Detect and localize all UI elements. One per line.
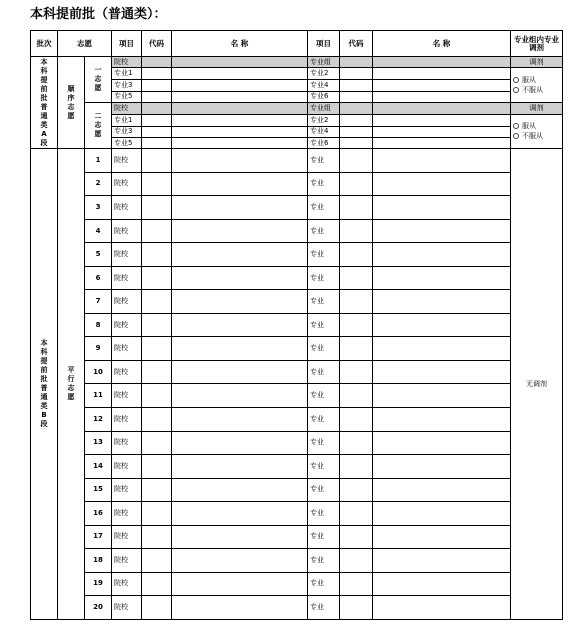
adjust-title: 调剂 bbox=[511, 102, 563, 114]
b-name-input-2[interactable] bbox=[373, 431, 511, 455]
adjust-title: 调剂 bbox=[511, 57, 563, 68]
application-form-table bbox=[30, 30, 563, 620]
b-code-input-2[interactable] bbox=[340, 290, 373, 314]
a-name-input[interactable] bbox=[172, 91, 308, 102]
b-name-input[interactable] bbox=[172, 290, 308, 314]
b-name-input[interactable] bbox=[172, 360, 308, 384]
b-code-input[interactable] bbox=[142, 266, 172, 290]
not-comply-option[interactable] bbox=[513, 85, 562, 95]
a-right-label: 专业2 bbox=[308, 114, 340, 126]
a-name-input-2[interactable] bbox=[373, 80, 511, 91]
b-right-label: 专业 bbox=[308, 596, 340, 620]
b-code-input-2[interactable] bbox=[340, 243, 373, 267]
b-row bbox=[31, 455, 563, 479]
a-right-label: 专业6 bbox=[308, 138, 340, 149]
b-code-input[interactable] bbox=[142, 407, 172, 431]
a-left-label: 专业5 bbox=[112, 91, 142, 102]
row-number: 17 bbox=[85, 525, 112, 549]
b-name-input-2[interactable] bbox=[373, 313, 511, 337]
b-left-label: 院校 bbox=[112, 384, 142, 408]
b-row bbox=[31, 149, 563, 173]
a-right-label: 专业6 bbox=[308, 91, 340, 102]
b-name-input-2[interactable] bbox=[373, 172, 511, 196]
b-left-label: 院校 bbox=[112, 290, 142, 314]
b-right-label: 专业 bbox=[308, 360, 340, 384]
a-code-input-2[interactable] bbox=[340, 91, 373, 102]
a-code-input[interactable] bbox=[142, 91, 172, 102]
header-item: 项目 bbox=[112, 31, 142, 57]
b-code-input-2[interactable] bbox=[340, 572, 373, 596]
b-left-label: 院校 bbox=[112, 478, 142, 502]
b-row bbox=[31, 407, 563, 431]
a-code-input[interactable] bbox=[142, 126, 172, 137]
option-label: 不服从 bbox=[522, 86, 543, 95]
b-left-label: 院校 bbox=[112, 313, 142, 337]
option-label: 服从 bbox=[522, 122, 536, 131]
b-name-input-2[interactable] bbox=[373, 384, 511, 408]
row-number: 9 bbox=[85, 337, 112, 361]
row-number: 5 bbox=[85, 243, 112, 267]
b-right-label: 专业 bbox=[308, 219, 340, 243]
b-name-input[interactable] bbox=[172, 478, 308, 502]
page-title: 本科提前批（普通类）： bbox=[30, 7, 167, 22]
b-left-label: 院校 bbox=[112, 407, 142, 431]
a-left-label: 院校 bbox=[112, 102, 142, 114]
b-code-input[interactable] bbox=[142, 549, 172, 573]
b-name-input-2[interactable] bbox=[373, 360, 511, 384]
b-code-input[interactable] bbox=[142, 596, 172, 620]
b-code-input-2[interactable] bbox=[340, 549, 373, 573]
b-name-input[interactable] bbox=[172, 172, 308, 196]
b-code-input[interactable] bbox=[142, 313, 172, 337]
a-code-input-2[interactable] bbox=[340, 80, 373, 91]
a-name-input[interactable] bbox=[172, 68, 308, 80]
header-name: 名 称 bbox=[172, 31, 308, 57]
b-right-label: 专业 bbox=[308, 478, 340, 502]
radio-icon[interactable] bbox=[513, 123, 519, 129]
b-name-input[interactable] bbox=[172, 502, 308, 526]
b-left-label: 院校 bbox=[112, 525, 142, 549]
b-code-input[interactable] bbox=[142, 149, 172, 173]
a-code-input[interactable] bbox=[142, 68, 172, 80]
b-row bbox=[31, 172, 563, 196]
b-name-input-2[interactable] bbox=[373, 337, 511, 361]
a-name-input[interactable] bbox=[172, 138, 308, 149]
b-name-input[interactable] bbox=[172, 337, 308, 361]
b-code-input-2[interactable] bbox=[340, 407, 373, 431]
row-number: 7 bbox=[85, 290, 112, 314]
row-number: 11 bbox=[85, 384, 112, 408]
b-right-label: 专业 bbox=[308, 196, 340, 220]
row-number: 3 bbox=[85, 196, 112, 220]
b-code-input[interactable] bbox=[142, 196, 172, 220]
b-row bbox=[31, 431, 563, 455]
b-right-label: 专业 bbox=[308, 313, 340, 337]
a-name-input[interactable] bbox=[172, 80, 308, 91]
b-name-input-2[interactable] bbox=[373, 549, 511, 573]
a-name-input[interactable] bbox=[172, 114, 308, 126]
b-code-input-2[interactable] bbox=[340, 196, 373, 220]
wish-group-label bbox=[85, 57, 112, 102]
b-left-label: 院校 bbox=[112, 196, 142, 220]
b-left-label: 院校 bbox=[112, 360, 142, 384]
a-right-label: 专业2 bbox=[308, 68, 340, 80]
adjust-options bbox=[511, 68, 563, 102]
header-adjust: 专业组内专业调剂 bbox=[511, 31, 563, 57]
a-row bbox=[31, 102, 563, 114]
b-right-label: 专业 bbox=[308, 384, 340, 408]
b-name-input[interactable] bbox=[172, 149, 308, 173]
row-number: 19 bbox=[85, 572, 112, 596]
b-right-label: 专业 bbox=[308, 431, 340, 455]
a-name-input[interactable] bbox=[172, 57, 308, 68]
b-code-input[interactable] bbox=[142, 172, 172, 196]
b-right-label: 专业 bbox=[308, 549, 340, 573]
header-wish: 志愿 bbox=[58, 31, 112, 57]
b-code-input-2[interactable] bbox=[340, 431, 373, 455]
header-code: 代码 bbox=[142, 31, 172, 57]
b-left-label: 院校 bbox=[112, 572, 142, 596]
b-left-label: 院校 bbox=[112, 149, 142, 173]
a-code-input-2[interactable] bbox=[340, 126, 373, 137]
b-code-input[interactable] bbox=[142, 290, 172, 314]
b-left-label: 院校 bbox=[112, 431, 142, 455]
b-code-input[interactable] bbox=[142, 455, 172, 479]
b-code-input[interactable] bbox=[142, 431, 172, 455]
b-right-label: 专业 bbox=[308, 172, 340, 196]
section-b-label bbox=[31, 149, 58, 620]
b-right-label: 专业 bbox=[308, 149, 340, 173]
row-number: 6 bbox=[85, 266, 112, 290]
b-row bbox=[31, 549, 563, 573]
row-number: 1 bbox=[85, 149, 112, 173]
a-left-label: 专业1 bbox=[112, 114, 142, 126]
b-right-label: 专业 bbox=[308, 455, 340, 479]
b-row bbox=[31, 502, 563, 526]
a-right-label: 专业4 bbox=[308, 126, 340, 137]
b-row bbox=[31, 525, 563, 549]
row-number: 10 bbox=[85, 360, 112, 384]
b-right-label: 专业 bbox=[308, 337, 340, 361]
parallel-wish-label-text: 平行志愿 bbox=[67, 366, 75, 402]
a-left-label: 院校 bbox=[112, 57, 142, 68]
b-name-input-2[interactable] bbox=[373, 243, 511, 267]
row-number: 13 bbox=[85, 431, 112, 455]
b-name-input[interactable] bbox=[172, 407, 308, 431]
row-number: 18 bbox=[85, 549, 112, 573]
a-right-label: 专业4 bbox=[308, 80, 340, 91]
b-name-input[interactable] bbox=[172, 596, 308, 620]
a-code-input[interactable] bbox=[142, 138, 172, 149]
b-name-input[interactable] bbox=[172, 431, 308, 455]
b-code-input[interactable] bbox=[142, 219, 172, 243]
header-code-2: 代码 bbox=[340, 31, 373, 57]
b-name-input[interactable] bbox=[172, 219, 308, 243]
b-row bbox=[31, 572, 563, 596]
a-name-input[interactable] bbox=[172, 126, 308, 137]
b-right-label: 专业 bbox=[308, 407, 340, 431]
b-code-input[interactable] bbox=[142, 384, 172, 408]
b-code-input-2[interactable] bbox=[340, 525, 373, 549]
section-a-label bbox=[31, 57, 58, 149]
radio-icon[interactable] bbox=[513, 133, 519, 139]
b-code-input-2[interactable] bbox=[340, 266, 373, 290]
b-code-input[interactable] bbox=[142, 478, 172, 502]
b-code-input-2[interactable] bbox=[340, 596, 373, 620]
section-a-label-text: 本科提前批普通类A段 bbox=[40, 57, 48, 147]
b-left-label: 院校 bbox=[112, 455, 142, 479]
b-code-input[interactable] bbox=[142, 337, 172, 361]
b-left-label: 院校 bbox=[112, 549, 142, 573]
a-code-input[interactable] bbox=[142, 114, 172, 126]
header-item-2: 项目 bbox=[308, 31, 340, 57]
a-left-label: 专业3 bbox=[112, 80, 142, 91]
a-code-input[interactable] bbox=[142, 57, 172, 68]
wish-group-label-text: 一志愿 bbox=[94, 65, 102, 92]
b-name-input-2[interactable] bbox=[373, 149, 511, 173]
comply-option[interactable] bbox=[513, 121, 562, 131]
b-row bbox=[31, 219, 563, 243]
a-name-input-2[interactable] bbox=[373, 102, 511, 114]
a-code-input-2[interactable] bbox=[340, 138, 373, 149]
b-code-input-2[interactable] bbox=[340, 384, 373, 408]
header-batch: 批次 bbox=[31, 31, 58, 57]
b-name-input[interactable] bbox=[172, 384, 308, 408]
row-number: 16 bbox=[85, 502, 112, 526]
b-right-label: 专业 bbox=[308, 290, 340, 314]
a-code-input-2[interactable] bbox=[340, 102, 373, 114]
b-right-label: 专业 bbox=[308, 266, 340, 290]
b-name-input[interactable] bbox=[172, 266, 308, 290]
row-number: 4 bbox=[85, 219, 112, 243]
no-adjust-label: 无调剂 bbox=[511, 149, 563, 620]
order-wish-label bbox=[58, 57, 85, 149]
radio-icon[interactable] bbox=[513, 87, 519, 93]
b-code-input-2[interactable] bbox=[340, 172, 373, 196]
a-code-input[interactable] bbox=[142, 102, 172, 114]
a-name-input-2[interactable] bbox=[373, 91, 511, 102]
a-name-input-2[interactable] bbox=[373, 68, 511, 80]
b-name-input-2[interactable] bbox=[373, 219, 511, 243]
a-name-input-2[interactable] bbox=[373, 126, 511, 137]
b-code-input[interactable] bbox=[142, 525, 172, 549]
radio-icon[interactable] bbox=[513, 77, 519, 83]
a-code-input[interactable] bbox=[142, 80, 172, 91]
b-code-input-2[interactable] bbox=[340, 149, 373, 173]
row-number: 14 bbox=[85, 455, 112, 479]
a-left-label: 专业5 bbox=[112, 138, 142, 149]
b-name-input[interactable] bbox=[172, 525, 308, 549]
a-left-label: 专业3 bbox=[112, 126, 142, 137]
wish-group-label-text: 二志愿 bbox=[94, 111, 102, 138]
b-code-input[interactable] bbox=[142, 572, 172, 596]
b-name-input[interactable] bbox=[172, 313, 308, 337]
b-right-label: 专业 bbox=[308, 525, 340, 549]
a-name-input[interactable] bbox=[172, 102, 308, 114]
b-code-input[interactable] bbox=[142, 360, 172, 384]
row-number: 8 bbox=[85, 313, 112, 337]
b-name-input-2[interactable] bbox=[373, 290, 511, 314]
b-row bbox=[31, 243, 563, 267]
row-number: 20 bbox=[85, 596, 112, 620]
b-right-label: 专业 bbox=[308, 572, 340, 596]
parallel-wish-label bbox=[58, 149, 85, 620]
row-number: 2 bbox=[85, 172, 112, 196]
b-row bbox=[31, 266, 563, 290]
not-comply-option[interactable] bbox=[513, 131, 562, 141]
a-code-input-2[interactable] bbox=[340, 114, 373, 126]
b-row bbox=[31, 478, 563, 502]
b-row bbox=[31, 360, 563, 384]
b-name-input-2[interactable] bbox=[373, 596, 511, 620]
a-name-input-2[interactable] bbox=[373, 57, 511, 68]
b-row bbox=[31, 337, 563, 361]
b-code-input-2[interactable] bbox=[340, 478, 373, 502]
b-name-input[interactable] bbox=[172, 572, 308, 596]
header-name-2: 名 称 bbox=[373, 31, 511, 57]
b-right-label: 专业 bbox=[308, 243, 340, 267]
b-name-input[interactable] bbox=[172, 549, 308, 573]
b-name-input-2[interactable] bbox=[373, 196, 511, 220]
b-row bbox=[31, 596, 563, 620]
b-code-input-2[interactable] bbox=[340, 337, 373, 361]
b-name-input-2[interactable] bbox=[373, 478, 511, 502]
order-wish-label-text: 顺序志愿 bbox=[67, 84, 75, 120]
b-name-input[interactable] bbox=[172, 455, 308, 479]
b-left-label: 院校 bbox=[112, 502, 142, 526]
b-name-input[interactable] bbox=[172, 196, 308, 220]
a-name-input-2[interactable] bbox=[373, 114, 511, 126]
b-code-input[interactable] bbox=[142, 502, 172, 526]
a-code-input-2[interactable] bbox=[340, 68, 373, 80]
b-row bbox=[31, 196, 563, 220]
b-code-input-2[interactable] bbox=[340, 219, 373, 243]
b-row bbox=[31, 290, 563, 314]
b-name-input-2[interactable] bbox=[373, 455, 511, 479]
a-right-label: 专业组 bbox=[308, 57, 340, 68]
b-row bbox=[31, 384, 563, 408]
b-code-input-2[interactable] bbox=[340, 502, 373, 526]
section-b-label-text: 本科提前批普通类B段 bbox=[40, 339, 48, 429]
b-left-label: 院校 bbox=[112, 337, 142, 361]
b-row bbox=[31, 313, 563, 337]
row-number: 12 bbox=[85, 407, 112, 431]
b-name-input-2[interactable] bbox=[373, 502, 511, 526]
b-name-input[interactable] bbox=[172, 243, 308, 267]
b-code-input[interactable] bbox=[142, 243, 172, 267]
a-name-input-2[interactable] bbox=[373, 138, 511, 149]
option-label: 不服从 bbox=[522, 132, 543, 141]
b-code-input-2[interactable] bbox=[340, 360, 373, 384]
b-left-label: 院校 bbox=[112, 243, 142, 267]
b-name-input-2[interactable] bbox=[373, 525, 511, 549]
b-code-input-2[interactable] bbox=[340, 313, 373, 337]
a-code-input-2[interactable] bbox=[340, 57, 373, 68]
row-number: 15 bbox=[85, 478, 112, 502]
a-right-label: 专业组 bbox=[308, 102, 340, 114]
b-left-label: 院校 bbox=[112, 172, 142, 196]
b-name-input-2[interactable] bbox=[373, 572, 511, 596]
comply-option[interactable] bbox=[513, 75, 562, 85]
b-left-label: 院校 bbox=[112, 596, 142, 620]
b-left-label: 院校 bbox=[112, 219, 142, 243]
a-left-label: 专业1 bbox=[112, 68, 142, 80]
a-row bbox=[31, 57, 563, 68]
option-label: 服从 bbox=[522, 76, 536, 85]
b-left-label: 院校 bbox=[112, 266, 142, 290]
adjust-options bbox=[511, 114, 563, 148]
b-code-input-2[interactable] bbox=[340, 455, 373, 479]
b-right-label: 专业 bbox=[308, 502, 340, 526]
b-name-input-2[interactable] bbox=[373, 407, 511, 431]
b-name-input-2[interactable] bbox=[373, 266, 511, 290]
wish-group-label bbox=[85, 102, 112, 148]
